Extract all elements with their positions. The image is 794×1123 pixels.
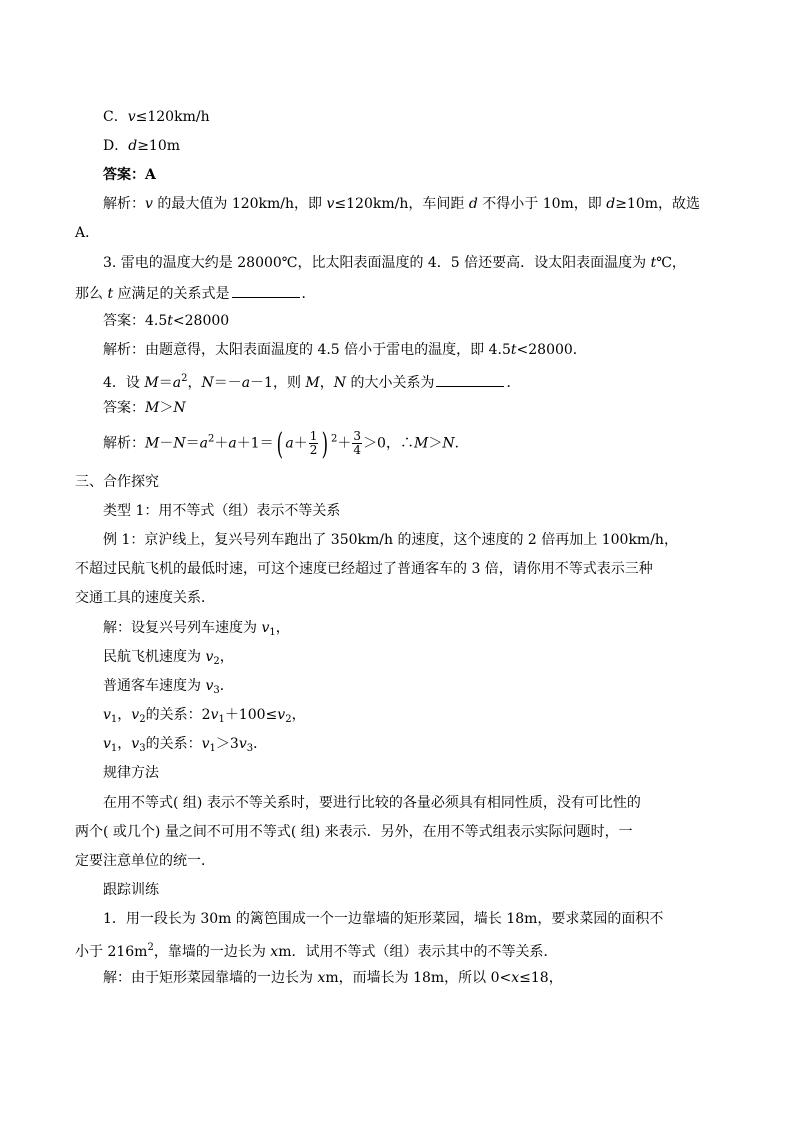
type-heading: 类型 1：用不等式（组）表示不等关系 [103,503,341,519]
rule-text-1: 在用不等式( 组) 表示不等关系时，要进行比较的各量必须具有相同性质，没有可比性的 [103,795,641,811]
answer-3: 答案：4.5t<28000 [103,313,230,329]
tracking-question-1-cont: 小于 $216m^2$，靠墙的一边长为 xm．试用不等式（组）表示其中的不等关系． [75,942,558,960]
example-1-cont: 不超过民航飞机的最低时速，可这个速度已经超过了普通客车的 3 倍，请你用不等式表示三种 [75,561,653,577]
answer-blank [232,283,300,298]
explanation-1-tail: A． [75,225,100,241]
answer-4: 答案：M＞N [103,400,186,416]
tracking-solution: 解：由于矩形菜园靠墙的一边长为 xm，而墙长为 18m，所以 0<x≤18， [103,970,563,986]
rule-text-3: 定要注意单位的统一． [75,853,215,869]
tracking-heading: 跟踪训练 [103,882,159,898]
answer-blank [436,372,504,387]
question-4: 4．设 $M=a^2$，N＝－a－1，则 M，N 的大小关系为 ． [103,373,521,391]
fraction-one-half: $\frac{1}{2}$ [309,429,318,457]
relation-1: $v_1$，$v_2$的关系：$2v_1+100\le v_2$， [103,707,306,725]
solution-line-3: 普通客车速度为 $v_3$． [103,678,234,696]
explanation-3: 解析：由题意得，太阳表面温度的 4.5 倍小于雷电的温度，即 4.5t<28000． [103,342,587,358]
question-3-cont: 那么 t 应满足的关系式是 ． [75,283,316,303]
example-1-cont2: 交通工具的速度关系． [75,590,215,606]
tracking-question-1: 1．用一段长为 30m 的篱笆围成一个一边靠墙的矩形菜园，墙长 18m，要求菜园的面积不 [103,911,664,927]
question-3: 3. 雷电的温度大约是 28000℃，比太阳表面温度的 4．5 倍还要高．设太阳表面温度为 t℃， [103,255,686,271]
solution-line-1: 解：设复兴号列车速度为 $v_1$， [103,620,290,638]
rule-text-2: 两个( 或几个) 量之间不可用不等式( 组) 来表示．另外，在用不等式组表示实际问题时，一 [75,824,633,840]
option-d: D．d≥10m [103,138,181,154]
relation-2: $v_1$，$v_3$的关系：$v_1>3v_3$． [103,736,268,754]
explanation-4: 解析：$M-N=a^2+a+1=$( a＋ $\frac{1}{2}$ ) $^2$＋ $\frac{3}{4}$ ＞0，∴M＞N． [103,426,469,462]
rule-heading: 规律方法 [103,765,159,781]
option-c: C．v≤120km/h [103,109,210,125]
answer-1: 答案：A [103,167,156,183]
section-heading: 三、合作探究 [75,474,159,490]
example-1: 例 1：京沪线上，复兴号列车跑出了 350km/h 的速度，这个速度的 2 倍再加上 100km/h， [103,532,678,548]
solution-line-2: 民航飞机速度为 $v_2$， [103,649,234,667]
fraction-three-quarters: $\frac{3}{4}$ [353,429,362,457]
explanation-1: 解析：v 的最大值为 120km/h，即 v≤120km/h，车间距 d 不得小于 10m，即 d≥10m，故选 [103,196,701,212]
